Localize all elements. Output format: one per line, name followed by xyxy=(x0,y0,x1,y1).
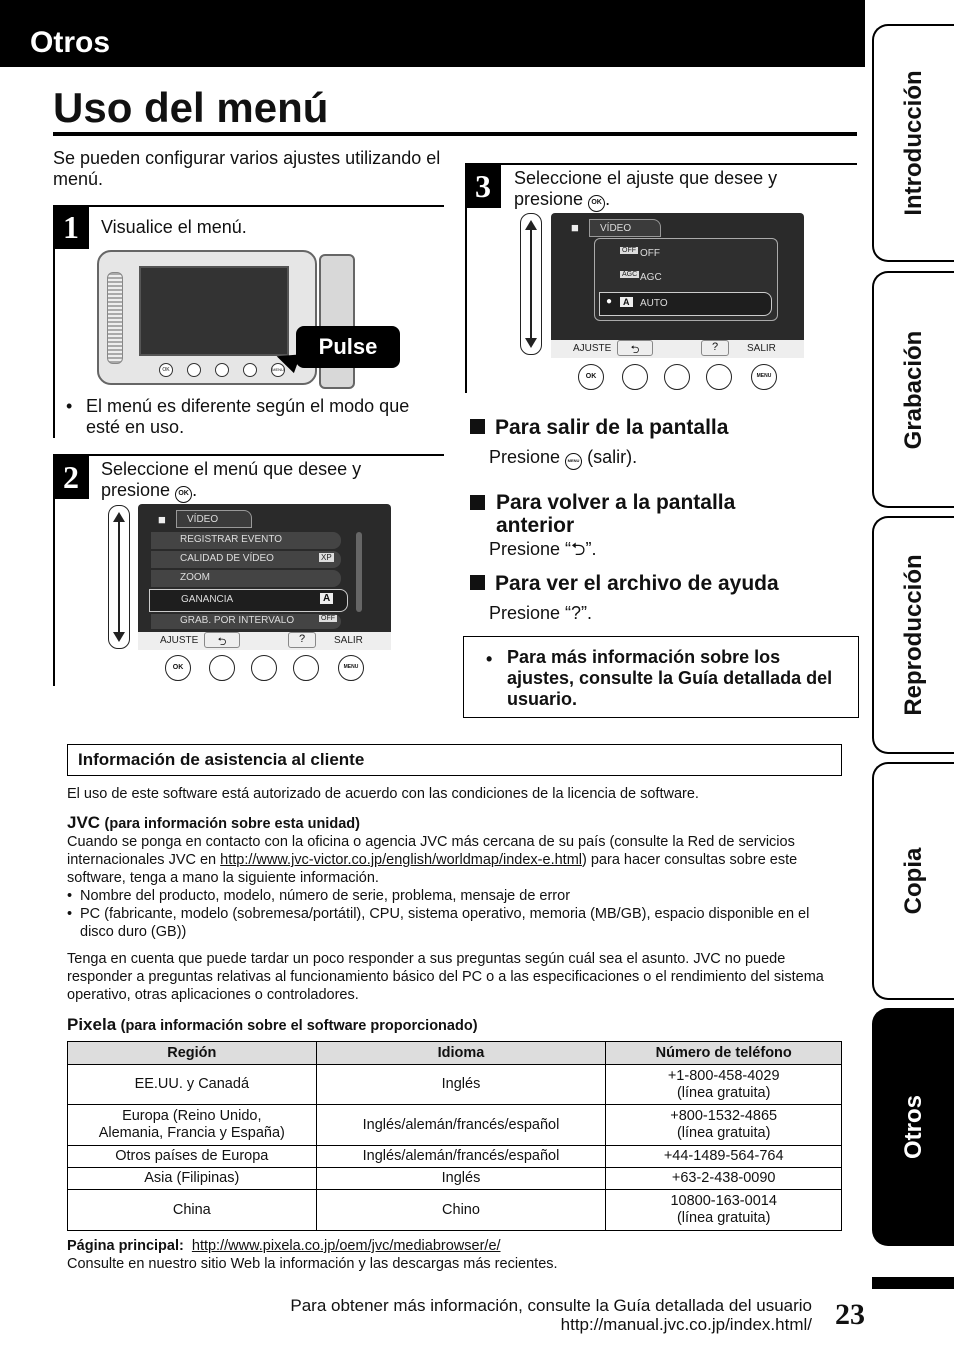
table-header-cell: Idioma xyxy=(316,1042,606,1065)
tab-introduccion[interactable]: Introducción xyxy=(872,24,954,262)
screen3-salir-label[interactable]: SALIR xyxy=(747,343,776,354)
table-cell: Inglés xyxy=(316,1168,606,1190)
screen2-item-label: GRAB. POR INTERVALO xyxy=(180,615,295,626)
step-1-bullet-text: El menú es diferente según el modo que esté en uso. xyxy=(86,396,410,437)
side-bottom-bar xyxy=(872,1277,954,1289)
screen2-item-label: GANANCIA xyxy=(181,594,234,605)
table-cell: Otros países de Europa xyxy=(68,1146,317,1168)
scroll-down-arrow-icon xyxy=(113,632,125,642)
page-title: Uso del menú xyxy=(53,84,329,131)
step-1-bullet xyxy=(66,396,438,438)
scroll-rail-2 xyxy=(108,505,130,649)
control-button-4[interactable] xyxy=(706,364,732,390)
table-cell: 10800-163-0014 (línea gratuita) xyxy=(606,1190,842,1231)
table-row xyxy=(68,1105,842,1146)
pulse-callout xyxy=(296,326,400,368)
step-3-number: 3 xyxy=(465,164,501,208)
table-header-cell: Región xyxy=(68,1042,317,1065)
list-item: • Nombre del producto, modelo, número de serie, problema, mensaje de error xyxy=(67,888,571,904)
tab-otros[interactable]: Otros xyxy=(872,1008,954,1246)
control-button-2[interactable] xyxy=(622,364,648,390)
control-button-3[interactable] xyxy=(251,655,277,681)
ok-icon: OK xyxy=(175,486,192,503)
table-row xyxy=(68,1168,842,1190)
table-cell: Inglés/alemán/francés/español xyxy=(316,1105,606,1146)
screen2-back-icon[interactable]: ⮌ xyxy=(204,632,240,648)
camera-button-3[interactable] xyxy=(215,363,229,377)
table-cell: Inglés/alemán/francés/español xyxy=(316,1146,606,1168)
camera-menu-button[interactable]: MENU xyxy=(271,363,285,377)
screen3-option-label: AUTO xyxy=(640,298,668,309)
camera-grip xyxy=(319,254,355,389)
jvc-bullet-list xyxy=(67,887,842,941)
support-title-box xyxy=(67,744,842,776)
screen3-bottom-bar xyxy=(551,340,804,358)
selected-dot-icon: ● xyxy=(606,296,613,307)
screen2-item-label: CALIDAD DE VÍDEO xyxy=(180,553,274,564)
screen2-menu-item-4[interactable] xyxy=(151,614,341,629)
camera-button-4[interactable] xyxy=(243,363,257,377)
pixela-homepage-link[interactable]: http://www.pixela.co.jp/oem/jvc/mediabrowser/e/ xyxy=(191,1238,501,1254)
tab-grabacion[interactable]: Grabación xyxy=(872,271,954,508)
control-button-4[interactable] xyxy=(293,655,319,681)
screen2-tab-label: VÍDEO xyxy=(187,514,219,525)
screen3-tab[interactable] xyxy=(589,219,661,237)
scroll-down-arrow-icon xyxy=(525,338,537,348)
note-text: Para más información sobre los ajustes, consulte la Guía detallada del usuario. xyxy=(507,647,833,709)
note-box xyxy=(463,636,859,718)
screen3-option-label: AGC xyxy=(640,272,662,283)
table-cell: +44-1489-564-764 xyxy=(606,1146,842,1168)
table-cell: Chino xyxy=(316,1190,606,1231)
screen2-ajuste-label[interactable]: AJUSTE xyxy=(160,635,199,646)
subsection-exit-title: Para salir de la pantalla xyxy=(470,416,728,439)
table-header-cell: Número de teléfono xyxy=(606,1042,842,1065)
menu-button[interactable]: MENU xyxy=(338,655,364,681)
square-bullet-icon xyxy=(470,495,485,510)
screen2-item-label: REGISTRAR EVENTO xyxy=(180,534,283,545)
screen2-menu-item-3-selected[interactable] xyxy=(149,589,348,612)
screen3-option-label: OFF xyxy=(640,248,660,259)
subsection-back-body: Presione “⮌”. xyxy=(489,539,597,559)
screen2-item-badge: OFF xyxy=(321,615,335,622)
control-button-3[interactable] xyxy=(664,364,690,390)
subsection-exit-body: Presione MENU (salir). xyxy=(489,447,637,470)
step-2-text: Seleccione el menú que desee y presione OK . xyxy=(101,459,431,503)
footer-text xyxy=(290,1296,812,1334)
step-1-text: Visualice el menú. xyxy=(101,217,247,237)
ok-button[interactable]: OK xyxy=(165,655,191,681)
list-item: • PC (fabricante, modelo (sobremesa/portátil), CPU, sistema operativo, memoria (MB/GB), espacio disponible en el disco duro (GB)) xyxy=(67,906,810,940)
camera-speaker-grille xyxy=(107,272,123,364)
tab-reproduccion[interactable]: Reproducción xyxy=(872,516,954,754)
screen3-option-1[interactable] xyxy=(620,269,770,286)
screen3-camera-icon: ■ xyxy=(571,220,579,235)
screen3-tab-label: VÍDEO xyxy=(600,223,632,234)
footer-line-1: Para obtener más información, consulte la Guía detallada del usuario xyxy=(290,1296,812,1315)
camera-ok-button[interactable]: OK xyxy=(159,363,173,377)
screen2-help-icon[interactable]: ? xyxy=(288,632,316,648)
screen2-camera-icon: ■ xyxy=(158,512,166,527)
controls-row-2 xyxy=(165,655,375,683)
table-header-row xyxy=(68,1042,842,1065)
jvc-contact-text: Cuando se ponga en contacto con la oficina o agencia JVC más cercana de su país (consulte la Red de servicios internacionales JVC en http://www.jvc-victor.co.jp/english/worldmap/index-e.html) para hacer consultas sobre este software, tenga a mano la siguiente información. xyxy=(67,834,798,886)
screen2-tab[interactable] xyxy=(176,510,252,528)
scroll-line xyxy=(118,522,120,632)
bullet-dot: • xyxy=(486,649,493,669)
homepage-note: Consulte en nuestro sitio Web la información y las descargas más recientes. xyxy=(67,1256,558,1272)
bullet-dot: • xyxy=(66,396,73,416)
section-header-bar xyxy=(0,0,865,67)
homepage-label: Página principal: xyxy=(67,1238,184,1254)
jvc-heading: JVC (para información sobre esta unidad) xyxy=(67,813,360,832)
title-divider xyxy=(53,132,857,136)
screen3-ajuste-label[interactable]: AJUSTE xyxy=(573,343,612,354)
table-cell: +63-2-438-0090 xyxy=(606,1168,842,1190)
footer-url[interactable]: http://manual.jvc.co.jp/index.html/ xyxy=(560,1315,812,1334)
screen3-option-0[interactable] xyxy=(620,245,770,262)
screen3-option-badge: OFF xyxy=(622,247,636,254)
screen3-back-icon[interactable]: ⮌ xyxy=(617,340,653,356)
page-number: 23 xyxy=(835,1298,865,1331)
support-license-text: El uso de este software está autorizado de acuerdo con las condiciones de la licencia de software. xyxy=(67,786,699,802)
menu-icon: MENU xyxy=(565,453,582,470)
square-bullet-icon xyxy=(470,419,485,434)
ok-icon: OK xyxy=(588,195,605,212)
subsection-back-title: Para volver a la pantalla anterior xyxy=(470,491,810,537)
screen2-salir-label[interactable]: SALIR xyxy=(334,635,363,646)
scroll-up-arrow-icon xyxy=(525,220,537,230)
pixela-homepage xyxy=(67,1237,842,1273)
step-2-number: 2 xyxy=(53,455,89,499)
support-phone-table xyxy=(67,1041,842,1231)
intro-text: Se pueden configurar varios ajustes utilizando el menú. xyxy=(53,148,441,189)
screen2-scrollbar[interactable] xyxy=(356,532,362,612)
square-bullet-icon xyxy=(470,575,485,590)
ok-button[interactable]: OK xyxy=(578,364,604,390)
camera-illustration xyxy=(97,250,357,390)
scroll-line xyxy=(530,230,532,338)
pixela-heading: Pixela (para información sobre el software proporcionado) xyxy=(67,1015,478,1034)
table-row xyxy=(68,1065,842,1105)
screen3-option-badge: AGC xyxy=(622,271,638,278)
step-2-text-body: Seleccione el menú que desee y presione xyxy=(101,459,362,500)
tab-copia[interactable]: Copia xyxy=(872,762,954,1000)
table-cell: +800-1532-4865 (línea gratuita) xyxy=(606,1105,842,1146)
step-3-text-body: Seleccione el ajuste que desee y presione xyxy=(514,168,778,209)
camera-lcd-screen xyxy=(139,266,289,356)
menu-button[interactable]: MENU xyxy=(751,364,777,390)
table-row xyxy=(68,1146,842,1168)
scroll-up-arrow-icon xyxy=(113,512,125,522)
screen2-item-badge: XP xyxy=(321,553,332,562)
camera-button-2[interactable] xyxy=(187,363,201,377)
table-cell: China xyxy=(68,1190,317,1231)
screen2-menu-item-0[interactable] xyxy=(151,532,341,549)
support-title: Información de asistencia al cliente xyxy=(78,750,365,769)
screen3-help-icon[interactable]: ? xyxy=(701,340,729,356)
table-cell: +1-800-458-4029 (línea gratuita) xyxy=(606,1065,842,1105)
table-cell: Europa (Reino Unido, Alemania, Francia y España) xyxy=(68,1105,317,1146)
table-cell: Asia (Filipinas) xyxy=(68,1168,317,1190)
step-3-text: Seleccione el ajuste que desee y presione OK . xyxy=(514,168,844,212)
screen2-bottom-bar xyxy=(138,632,391,650)
support-notice-text: Tenga en cuenta que puede tardar un poco responder a sus preguntas según cuál sea el asunto. JVC no puede responder a preguntas relativas al funcionamiento básico del PC o a las especificaciones o el rendimiento del sistema operativo, otras aplicaciones o controladores. xyxy=(67,951,824,1003)
pulse-label: Pulse xyxy=(318,334,378,359)
screen2-item-label: ZOOM xyxy=(180,572,210,583)
screen3-option-2-selected[interactable] xyxy=(599,292,772,316)
table-cell: EE.UU. y Canadá xyxy=(68,1065,317,1105)
screen2-menu-item-1[interactable] xyxy=(151,551,341,568)
screen2-item-badge: A xyxy=(320,593,333,604)
section-header-label: Otros xyxy=(30,26,111,59)
subsection-help-body: Presione “?”. xyxy=(489,603,593,623)
screen2-menu-item-2[interactable] xyxy=(151,570,341,587)
scroll-rail-3 xyxy=(520,213,542,355)
table-row xyxy=(68,1190,842,1231)
screen3-option-badge: A xyxy=(620,297,633,307)
controls-row-3 xyxy=(578,364,788,392)
control-button-2[interactable] xyxy=(209,655,235,681)
step-1-number: 1 xyxy=(53,205,89,249)
jvc-worldmap-link[interactable]: http://www.jvc-victor.co.jp/english/worldmap/index-e.html xyxy=(220,852,582,868)
table-cell: Inglés xyxy=(316,1065,606,1105)
subsection-help-title: Para ver el archivo de ayuda xyxy=(470,572,779,595)
